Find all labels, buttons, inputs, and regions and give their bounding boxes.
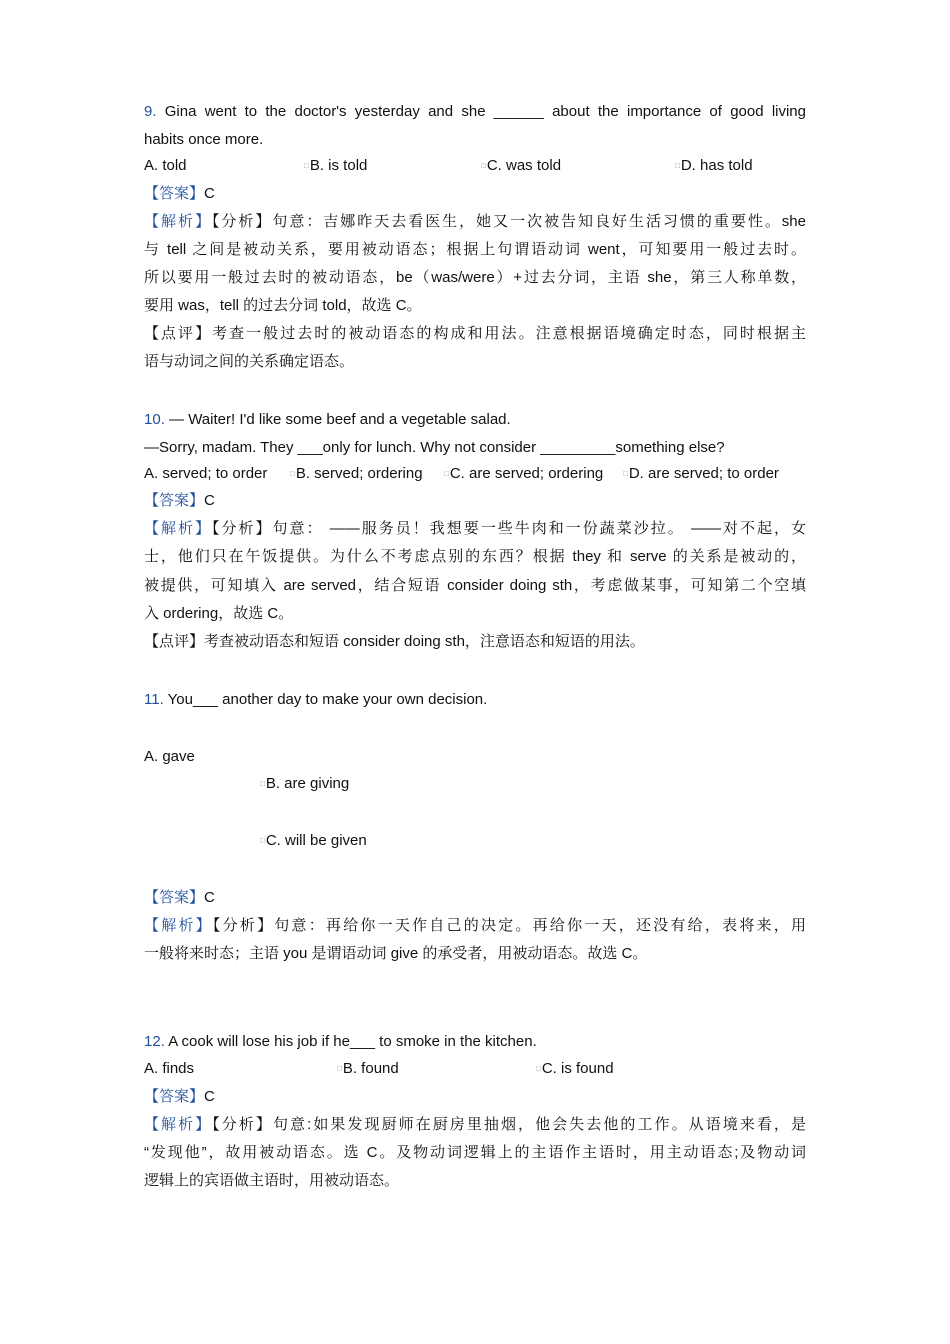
question-stem-line: 10. — Waiter! I'd like some beef and a vegetable salad. xyxy=(144,411,511,428)
analysis-line: 【解析】【分析】句意：再给你一天作自己的决定。再给你一天，还没有给，表将来，用 xyxy=(144,917,806,934)
analysis-tag: 【解析】 xyxy=(144,1116,213,1133)
answer-line xyxy=(144,491,215,511)
comment-line: 语与动词之间的关系确定语态。 xyxy=(144,353,355,370)
analysis-tag: 【解析】 xyxy=(144,213,212,230)
option-marker: □ xyxy=(536,1064,541,1073)
answer-tag: 【答案】 xyxy=(144,1088,205,1105)
answer-tag: 【答案】 xyxy=(144,492,205,509)
answer-line xyxy=(144,184,215,204)
option-b: □B. are giving xyxy=(260,775,350,792)
comment-line: 【点评】考查被动语态和短语 consider doing sth，注意语态和短语的用法。 xyxy=(144,633,645,650)
answer-value: C xyxy=(204,1088,215,1105)
analysis-line: 所以要用一般过去时的被动语态，be（was/were）+过去分词，主语 she，第三人称单数， xyxy=(144,269,806,286)
option-c: □C. was told xyxy=(481,157,562,174)
analysis-line: 与 tell 之间是被动关系，要用被动语态；根据上句谓语动词 went，可知要用一般过去时。 xyxy=(144,241,806,258)
comment-line: 【点评】考查一般过去时的被动语态的构成和用法。注意根据语境确定时态，同时根据主 xyxy=(144,325,806,342)
option-marker: □ xyxy=(290,469,295,478)
option-marker: □ xyxy=(260,836,265,845)
option-marker: □ xyxy=(675,161,680,170)
option-b: □B. found xyxy=(337,1060,399,1077)
option-c: □C. are served; ordering xyxy=(444,465,604,482)
option-marker: □ xyxy=(337,1064,342,1073)
option-a: A. gave xyxy=(144,748,195,765)
option-marker: □ xyxy=(304,161,309,170)
option-b: □B. is told xyxy=(304,157,368,174)
option-d: □D. has told xyxy=(675,157,753,174)
option-marker: □ xyxy=(481,161,486,170)
option-c: □C. will be given xyxy=(260,832,367,849)
answer-tag: 【答案】 xyxy=(144,185,205,202)
option-b: □B. served; ordering xyxy=(290,465,423,482)
question-stem-line: —Sorry, madam. They ___only for lunch. Why not consider _________something else? xyxy=(144,439,725,456)
question-stem-line: 11. You___ another day to make your own decision. xyxy=(144,691,488,708)
analysis-line: 要用 was，tell 的过去分词 told，故选 C。 xyxy=(144,297,422,314)
answer-value: C xyxy=(204,492,215,509)
option-a: A. told xyxy=(144,157,187,174)
answer-line xyxy=(144,1087,215,1107)
question-number: 12. xyxy=(144,1033,165,1050)
option-a: A. served; to order xyxy=(144,465,268,482)
option-marker: □ xyxy=(623,469,628,478)
question-number: 10. xyxy=(144,411,165,428)
analysis-line: 【解析】【分析】句意： ——服务员！我想要一些牛肉和一份蔬菜沙拉。 ——对不起，女 xyxy=(144,520,806,537)
analysis-tag: 【解析】 xyxy=(144,917,213,934)
analysis-line: 【解析】【分析】句意：吉娜昨天去看医生，她又一次被告知良好生活习惯的重要性。she xyxy=(144,213,806,230)
analysis-line: “发现他”，故用被动语态。选 C。及物动词逻辑上的主语作主语时，用主动语态;及物动词 xyxy=(144,1144,806,1161)
question-stem-line: 12. A cook will lose his job if he___ to smoke in the kitchen. xyxy=(144,1033,537,1050)
analysis-line: 一般将来时态；主语 you 是谓语动词 give 的承受者，用被动语态。故选 C。 xyxy=(144,945,648,962)
answer-value: C xyxy=(204,185,215,202)
option-d: □D. are served; to order xyxy=(623,465,779,482)
question-stem-line: habits once more. xyxy=(144,131,264,148)
analysis-line: 士，他们只在午饭提供。为什么不考虑点别的东西？根据 they 和 serve 的关系是被动的， xyxy=(144,548,806,565)
option-a: A. finds xyxy=(144,1060,195,1077)
answer-line xyxy=(144,888,215,908)
option-c: □C. is found xyxy=(536,1060,614,1077)
analysis-line: 被提供，可知填入 are served，结合短语 consider doing sth，考虑做某事，可知第二个空填 xyxy=(144,577,806,594)
question-number: 11. xyxy=(144,691,164,708)
analysis-line: 【解析】【分析】句意:如果发现厨师在厨房里抽烟，他会失去他的工作。从语境来看，是 xyxy=(144,1116,806,1133)
analysis-tag: 【解析】 xyxy=(144,520,213,537)
option-marker: □ xyxy=(444,469,449,478)
question-number: 9. xyxy=(144,103,157,120)
question-stem-line: 9. Gina went to the doctor's yesterday and she ______ about the importance of good living xyxy=(144,103,806,120)
analysis-line: 入 ordering，故选 C。 xyxy=(144,605,294,622)
answer-value: C xyxy=(204,889,215,906)
analysis-line: 逻辑上的宾语做主语时，用被动语态。 xyxy=(144,1172,400,1189)
option-marker: □ xyxy=(260,779,265,788)
answer-tag: 【答案】 xyxy=(144,889,205,906)
